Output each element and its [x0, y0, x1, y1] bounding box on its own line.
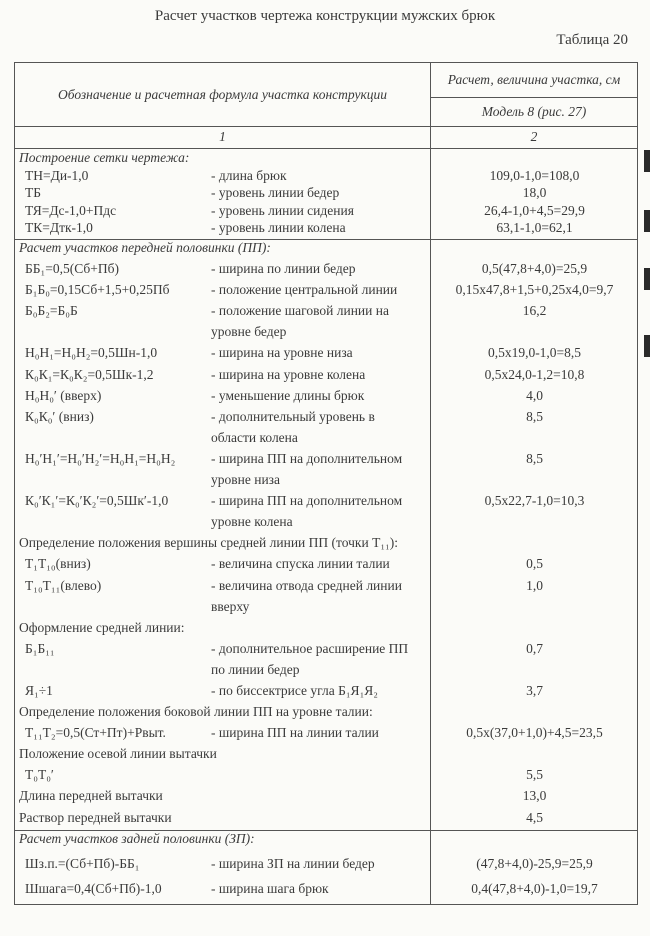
formula: Б₁Б₀=0,15Сб+1,5+0,25Пб: [25, 282, 170, 298]
section-heading: Длина передней вытачки: [19, 788, 163, 804]
header-col1: Обозначение и расчетная формула участка конструкции: [57, 86, 388, 102]
table-row: [15, 345, 637, 366]
value: 0,7: [526, 640, 543, 656]
section-heading: Построение сетки чертежа:: [19, 150, 190, 165]
description: - величина спуска линии талии: [211, 556, 390, 572]
formula: Т₁Т₁₀(вниз): [25, 556, 91, 572]
table-row: [15, 493, 637, 514]
formula: Т₁₀Т₁₁(влево): [25, 577, 102, 593]
description: - уровень линии колена: [211, 220, 346, 236]
description: вверху: [211, 598, 250, 614]
document-title: Расчет участков чертежа конструкции мужских брюк: [154, 8, 496, 24]
section-row: [15, 535, 637, 556]
formula: Я₁÷1: [25, 682, 53, 698]
table-row: [15, 578, 637, 599]
description: - положение шаговой линии на: [211, 303, 389, 319]
formula: К₀К₁=К₀К₂=0,5Шк-1,2: [25, 366, 154, 382]
value: 4,0: [526, 387, 543, 403]
divider: [15, 148, 637, 149]
block-grid: [15, 150, 637, 238]
table-row: [15, 451, 637, 472]
description: - уменьшение длины брюк: [211, 387, 365, 403]
table-row: [15, 430, 637, 451]
section-heading: Определение положения боковой линии ПП на уровне талии:: [19, 704, 373, 720]
value: 4,5: [526, 809, 543, 825]
scan-mark: [644, 268, 650, 290]
scan-mark: [644, 210, 650, 232]
section-heading: Раствор передней вытачки: [19, 809, 172, 825]
header-col2-bottom: Модель 8 (рис. 27): [481, 104, 587, 119]
value: 8,5: [526, 450, 543, 466]
table-row: [15, 514, 637, 535]
section-heading: Расчет участков передней половинки (ПП):: [19, 240, 271, 255]
value: 5,5: [526, 767, 543, 783]
description: - ширина по линии бедер: [211, 261, 356, 277]
formula: Н₀Н₁=Н₀Н₂=0,5Шн-1,0: [25, 345, 158, 361]
description: - уровень линии бедер: [211, 185, 340, 201]
table-row: [15, 185, 637, 203]
description: - длина брюк: [211, 167, 287, 183]
value: 63,1-1,0=62,1: [496, 220, 573, 236]
value: 0,5x22,7-1,0=10,3: [484, 493, 585, 509]
formula: ТК=Дтк-1,0: [25, 220, 93, 236]
description: - величина отвода средней линии: [211, 577, 402, 593]
formula: Б₀Б₂=Б₀Б: [25, 303, 78, 319]
section-heading: Расчет участков задней половинки (ЗП):: [19, 831, 255, 846]
description: - дополнительное расширение ПП: [211, 640, 409, 656]
description: - ширина ПП на линии талии: [211, 725, 379, 741]
value: 0,5x19,0-1,0=8,5: [487, 345, 582, 361]
value: 0,5: [526, 556, 543, 572]
value: 26,4-1,0+4,5=29,9: [484, 202, 585, 218]
description: - ширина ПП на дополнительном: [211, 450, 403, 466]
table-row: [15, 220, 637, 238]
header-col2-top: Расчет, величина участка, см: [447, 72, 621, 87]
description: - положение центральной линии: [211, 282, 398, 298]
formula: ТН=Ди-1,0: [25, 167, 89, 183]
value: 8,5: [526, 408, 543, 424]
formula: Т₁₁Т₂=0,5(Ст+Пт)+Рвыт.: [25, 725, 166, 741]
table-row: [15, 367, 637, 388]
description: области колена: [211, 429, 298, 445]
value: 16,2: [522, 303, 547, 319]
table-row: [15, 409, 637, 430]
formula: ТБ: [25, 185, 41, 201]
section-heading: Оформление средней линии:: [19, 619, 185, 635]
table-row: [15, 282, 637, 303]
table-row: [15, 725, 637, 746]
table-row: [15, 881, 637, 906]
table-row: [15, 683, 637, 704]
description: по линии бедер: [211, 661, 300, 677]
section-row: [15, 810, 637, 831]
value: 0,4(47,8+4,0)-1,0=19,7: [471, 881, 598, 896]
value: 0,5x(37,0+1,0)+4,5=23,5: [466, 725, 603, 741]
value: 0,5x24,0-1,2=10,8: [484, 366, 585, 382]
section-row: [15, 788, 637, 809]
table-row: [15, 641, 637, 662]
formula: ТЯ=Дс-1,0+Пдс: [25, 202, 117, 218]
table-row: [15, 556, 637, 577]
table-row: [15, 856, 637, 881]
formula: Н₀Н₀′ (вверх): [25, 387, 102, 403]
formula: ББ₁=0,5(Сб+Пб): [25, 261, 119, 277]
formula: К₀К₀′ (вниз): [25, 408, 94, 424]
column-number-1: 1: [219, 129, 226, 144]
value: 0,5(47,8+4,0)=25,9: [481, 261, 588, 277]
value: 13,0: [522, 788, 547, 804]
table-row: [15, 662, 637, 683]
column-number-2: 2: [530, 129, 538, 144]
section-row: [15, 831, 637, 856]
formula: Т₀Т₀′: [25, 767, 54, 783]
section-row: [15, 620, 637, 641]
description: - ширина шага брюк: [211, 881, 329, 896]
block-back-half: [15, 831, 637, 906]
formula: Б₁Б₁₁: [25, 640, 55, 656]
description: - ширина ПП на дополнительном: [211, 493, 403, 509]
section-row: [15, 746, 637, 767]
table-row: [15, 472, 637, 493]
table-row: [15, 203, 637, 221]
scan-mark: [644, 150, 650, 172]
table-number: Таблица 20: [556, 32, 628, 48]
section-heading: Определение положения вершины средней линии ПП (точки Т₁₁):: [19, 535, 398, 551]
block-front-half: [15, 240, 637, 831]
value: 1,0: [526, 577, 543, 593]
description: - по биссектрисе угла Б₁Я₁Я₂: [211, 682, 378, 698]
description: - уровень линии сидения: [211, 202, 354, 218]
table-row: [15, 388, 637, 409]
description: уровне низа: [211, 472, 280, 488]
table-row: [15, 261, 637, 282]
value: 3,7: [526, 682, 543, 698]
table-row: [15, 767, 637, 788]
table-row: [15, 324, 637, 345]
description: - дополнительный уровень в: [211, 408, 375, 424]
description: - ширина на уровне колена: [211, 366, 366, 382]
section-row: [15, 150, 637, 168]
description: - ширина ЗП на линии бедер: [211, 856, 375, 871]
value: 18,0: [522, 185, 547, 201]
value: (47,8+4,0)-25,9=25,9: [476, 856, 593, 871]
scan-mark: [644, 335, 650, 357]
table-row: [15, 599, 637, 620]
value: 109,0-1,0=108,0: [489, 167, 580, 183]
formula: Шз.п.=(Сб+Пб)-ББ₁: [25, 856, 140, 871]
section-row: [15, 704, 637, 725]
formula: К₀′К₁′=К₀′К₂′=0,5Шк′-1,0: [25, 493, 169, 509]
description: - ширина на уровне низа: [211, 345, 353, 361]
table-row: [15, 303, 637, 324]
value: 0,15x47,8+1,5+0,25x4,0=9,7: [455, 282, 614, 298]
formula: Шшага=0,4(Сб+Пб)-1,0: [25, 881, 162, 896]
section-heading: Положение осевой линии вытачки: [19, 746, 217, 762]
section-row: [15, 240, 637, 261]
formula: Н₀′Н₁′=Н₀′Н₂′=Н₀Н₁=Н₀Н₂: [25, 450, 176, 466]
calculation-table: [14, 62, 638, 905]
description: уровне колена: [211, 514, 293, 530]
table-row: [15, 168, 637, 186]
description: уровне бедер: [211, 324, 287, 340]
